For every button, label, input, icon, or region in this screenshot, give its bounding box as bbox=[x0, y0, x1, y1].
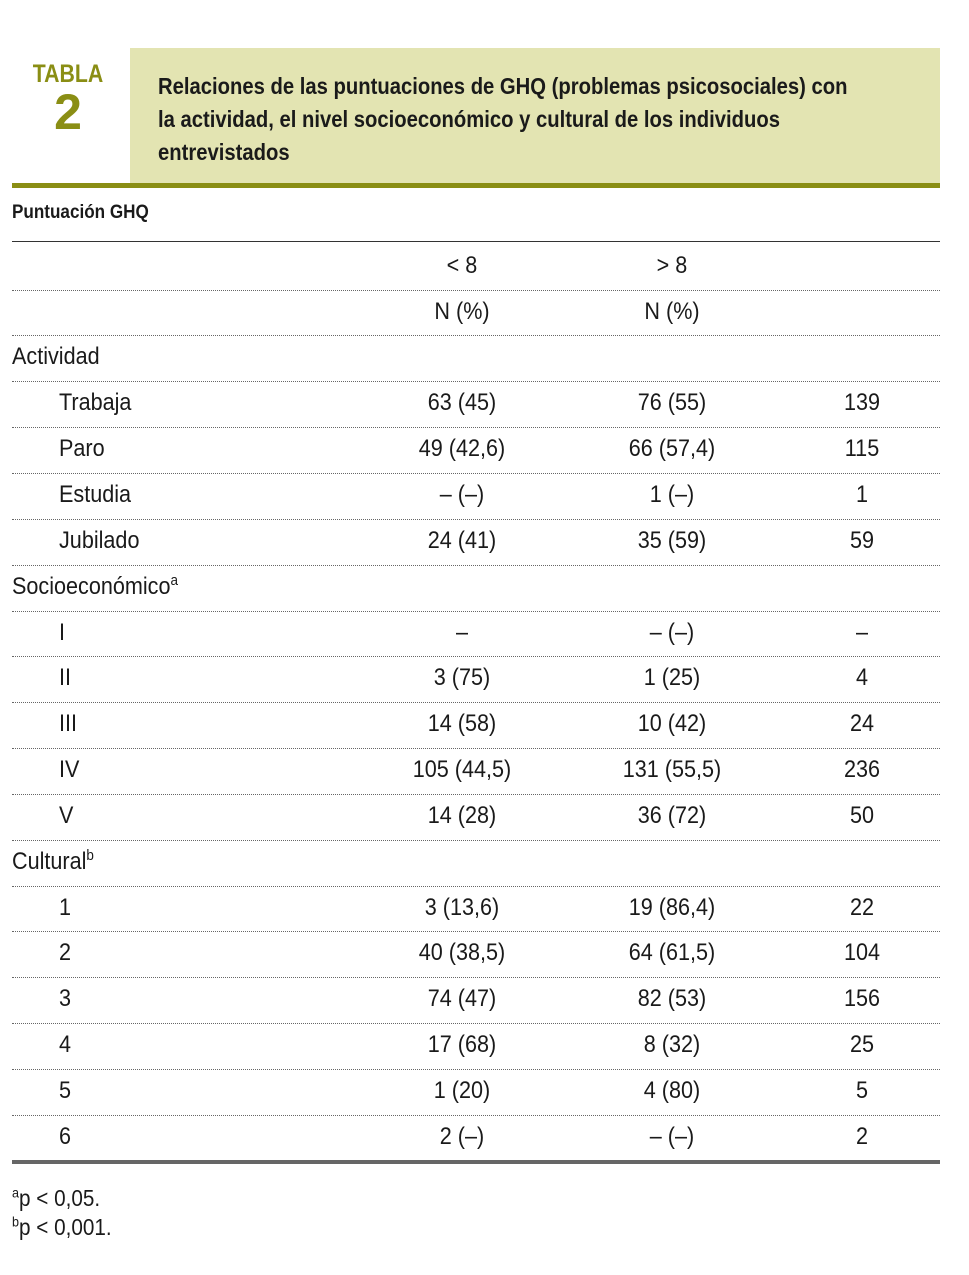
table-row bbox=[12, 1115, 940, 1159]
section-label: Socioeconómico$^a$ bbox=[12, 572, 179, 600]
row-label: 4 bbox=[59, 1031, 72, 1058]
cell-high: 76 (55) bbox=[637, 389, 707, 416]
cell-low: 14 (58) bbox=[427, 710, 497, 737]
cell-high: 8 (32) bbox=[643, 1031, 701, 1058]
column-unit-low: N (%) bbox=[434, 298, 490, 325]
cell-low: 2 (–) bbox=[439, 1123, 485, 1150]
table-header bbox=[12, 48, 940, 184]
table-row bbox=[12, 656, 940, 700]
footnote-mark: a bbox=[170, 572, 179, 589]
table-footnotes bbox=[12, 1184, 112, 1242]
cell-high: 64 (61,5) bbox=[628, 939, 716, 966]
cell-high: 131 (55,5) bbox=[622, 756, 722, 783]
table-row bbox=[12, 427, 940, 471]
column-unit-high: N (%) bbox=[644, 298, 700, 325]
column-header-low: < 8 bbox=[446, 252, 478, 279]
cell-total: 59 bbox=[849, 527, 875, 554]
table-title: Relaciones de las puntuaciones de GHQ (problemas psicosociales) con la actividad, el nivel socioeconómico y cultural de los individuos entrevistados bbox=[158, 73, 848, 165]
cell-total: 5 bbox=[855, 1077, 869, 1104]
table-row bbox=[12, 519, 940, 563]
cell-total: 25 bbox=[849, 1031, 875, 1058]
cell-low: 14 (28) bbox=[427, 802, 497, 829]
header-rule bbox=[12, 183, 940, 188]
cell-high: 82 (53) bbox=[637, 985, 707, 1012]
section-row-actividad bbox=[12, 335, 940, 379]
cell-high: 35 (59) bbox=[637, 527, 707, 554]
section-row-socioeconomico bbox=[12, 565, 940, 609]
table-row bbox=[12, 1069, 940, 1113]
cell-low: 49 (42,6) bbox=[418, 435, 506, 462]
section-row-cultural bbox=[12, 840, 940, 884]
cell-low: 40 (38,5) bbox=[418, 939, 506, 966]
cell-low: 17 (68) bbox=[427, 1031, 497, 1058]
row-label: 6 bbox=[59, 1123, 72, 1150]
table-label bbox=[12, 48, 130, 184]
cell-total: 22 bbox=[849, 894, 875, 921]
row-label: 5 bbox=[59, 1077, 72, 1104]
cell-high: 66 (57,4) bbox=[628, 435, 716, 462]
cell-low: 24 (41) bbox=[427, 527, 497, 554]
cell-total: 24 bbox=[849, 710, 875, 737]
row-label: Paro bbox=[59, 435, 105, 462]
row-label: I bbox=[59, 619, 66, 646]
cell-high: 10 (42) bbox=[637, 710, 707, 737]
row-label: Trabaja bbox=[59, 389, 132, 416]
cell-total: 104 bbox=[843, 939, 881, 966]
cell-low: 63 (45) bbox=[427, 389, 497, 416]
table-bottom-rule bbox=[12, 1160, 940, 1164]
row-label: 3 bbox=[59, 985, 72, 1012]
table-row bbox=[12, 702, 940, 746]
subheading-rule bbox=[12, 241, 940, 242]
table-row bbox=[12, 473, 940, 517]
table-row bbox=[12, 794, 940, 838]
table-title-box bbox=[130, 48, 940, 184]
cell-low: 105 (44,5) bbox=[412, 756, 512, 783]
cell-low: 1 (20) bbox=[433, 1077, 491, 1104]
table-row bbox=[12, 381, 940, 425]
cell-total: 236 bbox=[843, 756, 881, 783]
footnote-a: $^a$p < 0,05. bbox=[12, 1184, 101, 1211]
cell-total: 4 bbox=[855, 664, 869, 691]
section-label: Actividad bbox=[12, 343, 100, 370]
table-tag: TABLA bbox=[32, 60, 104, 88]
row-label: 1 bbox=[59, 894, 72, 921]
cell-low: 3 (75) bbox=[433, 664, 491, 691]
cell-high: – (–) bbox=[649, 619, 695, 646]
footnote-b: $^b$p < 0,001. bbox=[12, 1213, 112, 1240]
cell-total: 156 bbox=[843, 985, 881, 1012]
cell-low: 74 (47) bbox=[427, 985, 497, 1012]
cell-low: – (–) bbox=[439, 481, 485, 508]
cell-low: 3 (13,6) bbox=[424, 894, 500, 921]
cell-total: 2 bbox=[855, 1123, 869, 1150]
cell-high: 1 (25) bbox=[643, 664, 701, 691]
row-label: II bbox=[59, 664, 72, 691]
cell-high: 4 (80) bbox=[643, 1077, 701, 1104]
row-label: Jubilado bbox=[59, 527, 140, 554]
cell-high: 1 (–) bbox=[649, 481, 695, 508]
cell-high: 36 (72) bbox=[637, 802, 707, 829]
footnote-mark: b bbox=[86, 847, 94, 864]
table-row bbox=[12, 977, 940, 1021]
row-label: V bbox=[59, 802, 74, 829]
cell-low: – bbox=[455, 619, 469, 646]
cell-total: 1 bbox=[855, 481, 869, 508]
table-row bbox=[12, 611, 940, 655]
table-number: 2 bbox=[54, 84, 82, 140]
cell-high: 19 (86,4) bbox=[628, 894, 716, 921]
row-label: 2 bbox=[59, 939, 72, 966]
table-row bbox=[12, 1023, 940, 1067]
section-label: Cultural$^b$ bbox=[12, 847, 94, 875]
cell-total: – bbox=[855, 619, 869, 646]
column-header-high: > 8 bbox=[656, 252, 688, 279]
row-label: Estudia bbox=[59, 481, 132, 508]
table-subheading: Puntuación GHQ bbox=[12, 202, 149, 223]
cell-high: – (–) bbox=[649, 1123, 695, 1150]
column-unit-row bbox=[12, 290, 940, 334]
column-header-row bbox=[12, 244, 940, 288]
cell-total: 115 bbox=[844, 435, 880, 462]
row-label: III bbox=[59, 710, 78, 737]
row-label: IV bbox=[59, 756, 80, 783]
table-row bbox=[12, 931, 940, 975]
table-row bbox=[12, 886, 940, 930]
cell-total: 139 bbox=[843, 389, 881, 416]
cell-total: 50 bbox=[849, 802, 875, 829]
table-row bbox=[12, 748, 940, 792]
